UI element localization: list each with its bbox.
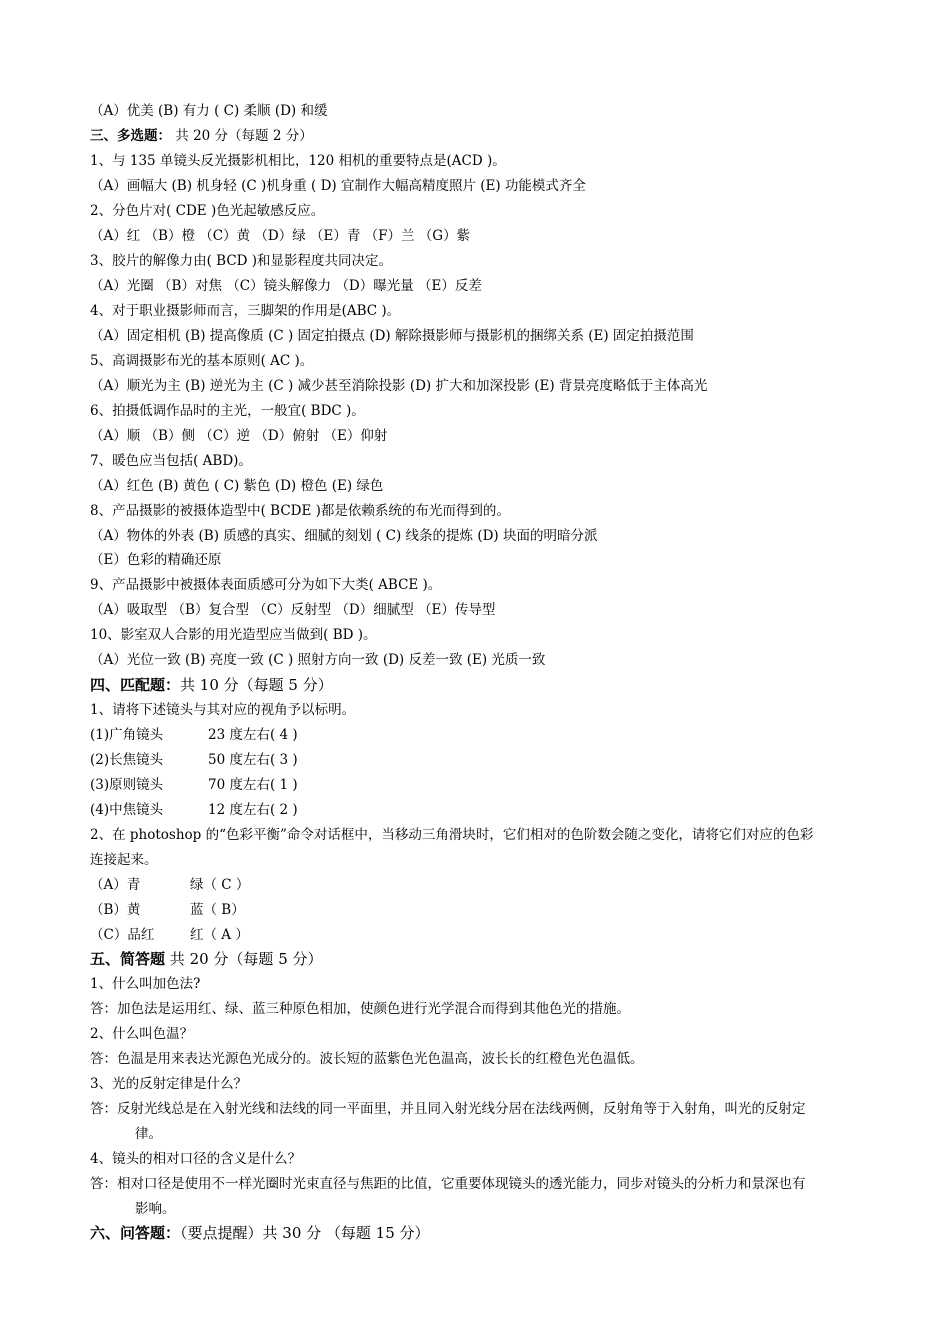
angle-label: 23 度左右( 4 ) [208,727,298,743]
color-b: 红（ A ） [190,927,249,943]
question-line: 2、什么叫色温？ [90,1026,194,1042]
angle-label: 12 度左右( 2 ) [208,802,298,818]
question-line: 2、在 photoshop 的“色彩平衡”命令对话框中，当移动三角滑块时，它们相对的色阶数会随之变化，请将它们对应的色彩 [90,827,814,843]
question-line: 1、什么叫加色法? [90,976,201,992]
section-score: 共 10 分（每题 5 分） [180,676,333,694]
question-line: 3、胶片的解像力由( BCD )和显影程度共同决定。 [90,253,393,269]
color-a: （A）青 [90,877,141,893]
option-line: （A）画幅大 (B) 机身轻 (C )机身重 ( D) 宜制作大幅高精度照片 (E) 功能模式齐全 [90,178,586,194]
section-score: 共 20 分（每题 5 分） [169,950,323,968]
option-line: （A）固定相机 (B) 提高像质 (C ) 固定拍摄点 (D) 解除摄影师与摄影机的捆绑关系 (E) 固定拍摄范围 [90,328,694,344]
answer-line: 答：色温是用来表达光源色光成分的。波长短的蓝紫色光色温高，波长长的红橙色光色温低。 [90,1051,644,1067]
option-line: （A）光位一致 (B) 亮度一致 (C ) 照射方向一致 (D) 反差一致 (E) 光质一致 [90,652,546,668]
option-line: （A）优美 (B) 有力 ( C) 柔顺 (D) 和缓 [90,103,328,119]
option-line: （A）物体的外表 (B) 质感的真实、细腻的刻划 ( C) 线条的提炼 (D) 块面的明暗分派 [90,528,598,544]
color-b: 绿（ C ） [190,877,250,893]
question-line: 1、请将下述镜头与其对应的视角予以标明。 [90,702,356,718]
section-title: 五、简答题 [90,950,166,968]
question-line: 3、光的反射定律是什么？ [90,1076,248,1092]
answer-line: 答：加色法是运用红、绿、蓝三种原色相加，使颜色进行光学混合而得到其他色光的措施。 [90,1001,630,1017]
answer-line: 答：相对口径是使用不一样光圈时光束直径与焦距的比值，它重要体现镜头的透光能力，同步对镜头的分析力和景深也有 [90,1176,806,1192]
option-line: （A）顺 （B）侧 （C）逆 （D）俯射 （E）仰射 [90,428,388,444]
question-line: 5、高调摄影布光的基本原则( AC )。 [90,353,314,369]
section-title: 四、匹配题： [90,676,181,694]
question-line: 10、影室双人合影的用光造型应当做到( BD )。 [90,627,377,643]
section-heading [90,1223,430,1243]
option-line: （A）吸取型 （B）复合型 （C）反射型 （D）细腻型 （E）传导型 [90,602,496,618]
angle-label: 70 度左右( 1 ) [208,777,298,793]
color-b: 蓝（ B） [190,902,245,918]
option-line: （A）光圈 （B）对焦 （C）镜头解像力 （D）曝光量 （E）反差 [90,278,482,294]
question-line: 8、产品摄影的被摄体造型中( BCDE )都是依赖系统的布光而得到的。 [90,503,510,519]
option-line: （E）色彩的精确还原 [90,552,222,568]
answer-line: 律。 [135,1126,162,1142]
lens-label: (4)中焦镜头 [90,802,164,818]
lens-label: (3)原则镜头 [90,777,164,793]
question-line: 4、对于职业摄影师而言，三脚架的作用是(ABC )。 [90,303,401,319]
answer-line: 答：反射光线总是在入射光线和法线的同一平面里，并且同入射光线分居在法线两侧，反射角等于入射角，叫光的反射定 [90,1101,806,1117]
color-a: （C）品红 [90,927,155,943]
lens-label: (2)长焦镜头 [90,752,164,768]
section-score: 共 20 分（每题 2 分） [175,128,313,144]
section-heading [90,126,313,146]
option-line: （A）红 （B）橙 （C）黄 （D）绿 （E）青 （F）兰 （G）紫 [90,228,471,244]
question-line: 4、镜头的相对口径的含义是什么？ [90,1151,302,1167]
answer-line: 影响。 [135,1201,176,1217]
angle-label: 50 度左右( 3 ) [208,752,298,768]
question-line: 9、产品摄影中被摄体表面质感可分为如下大类( ABCE )。 [90,577,442,593]
option-line: （A）顺光为主 (B) 逆光为主 (C ) 减少甚至消除投影 (D) 扩大和加深投影 (E) 背景亮度略低于主体高光 [90,378,708,394]
section-heading [90,675,333,695]
section-title: 六、问答题： [90,1224,181,1242]
section-score: （要点提醒）共 30 分 （每题 15 分） [180,1224,430,1242]
option-line: （A）红色 (B) 黄色 ( C) 紫色 (D) 橙色 (E) 绿色 [90,478,384,494]
color-a: （B）黄 [90,902,141,918]
question-line: 6、拍摄低调作品时的主光，一般宜( BDC )。 [90,403,365,419]
question-line: 连接起来。 [90,852,158,868]
question-line: 1、与 135 单镜头反光摄影机相比，120 相机的重要特点是(ACD )。 [90,153,506,169]
question-line: 2、分色片对( CDE )色光起敏感反应。 [90,203,325,219]
question-line: 7、暖色应当包括( ABD)。 [90,453,252,469]
lens-label: (1)广角镜头 [90,727,164,743]
section-heading [90,949,323,969]
section-title: 三、多选题： [90,128,171,144]
